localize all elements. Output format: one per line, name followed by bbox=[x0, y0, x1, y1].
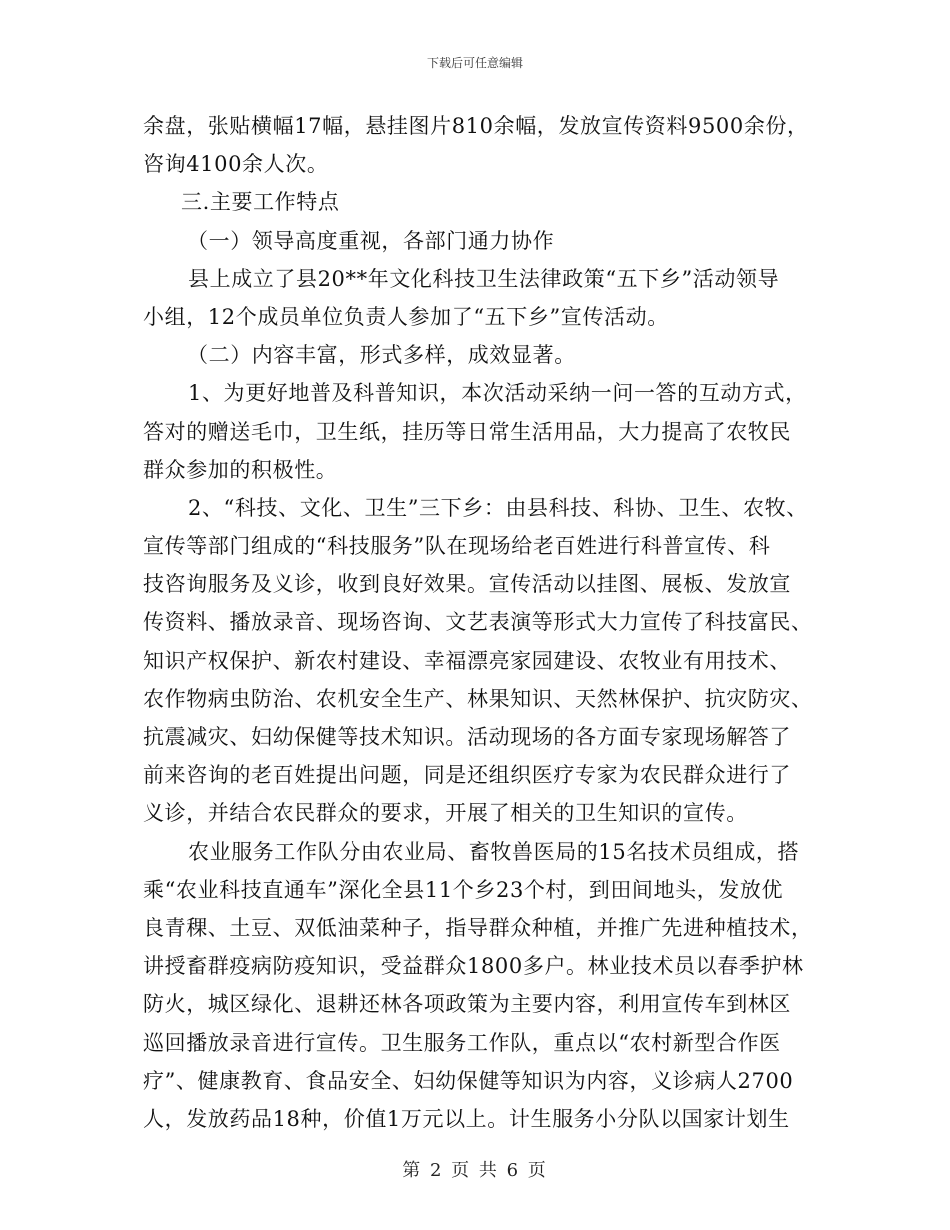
text-line: 三.主要工作特点 bbox=[181, 190, 340, 215]
text-line: 咨询4100余人次。 bbox=[143, 152, 329, 177]
text-line: 县上成立了县20**年文化科技卫生法律政策“五下乡”活动领导 bbox=[188, 266, 780, 291]
document-body bbox=[143, 107, 833, 1138]
text-line: 农业服务工作队分由农业局、畜牧兽医局的15名技术员组成，搭 bbox=[188, 839, 800, 864]
text-line: 抗震减灾、妇幼保健等技术知识。活动现场的各方面专家现场解答了 bbox=[143, 725, 791, 749]
text-line: 余盘，张贴横幅17幅，悬挂图片810余幅，发放宣传资料9500余份， bbox=[143, 114, 809, 138]
page-header-note: 下载后可任意编辑 bbox=[426, 56, 523, 70]
text-line: 防火，城区绿化、退耕还林各项政策为主要内容，利用宣传车到林区 bbox=[143, 992, 791, 1017]
page-number: 第 2 页 共 6 页 bbox=[402, 1160, 548, 1181]
text-line: 传资料、播放录音、现场咨询、文艺表演等形式大力宣传了科技富民、 bbox=[143, 610, 813, 635]
text-line: 群众参加的积极性。 bbox=[143, 457, 338, 482]
text-line: 小组，12个成员单位负责人参加了“五下乡”宣传活动。 bbox=[143, 304, 669, 329]
text-line: 讲授畜群疫病防疫知识，受益群众1800多户。林业技术员以春季护林 bbox=[143, 954, 804, 979]
text-line: 知识产权保护、新农村建设、幸福漂亮家园建设、农牧业有用技术、 bbox=[143, 648, 791, 673]
text-line: （一）领导高度重视，各部门通力协作 bbox=[187, 228, 555, 253]
text-line: 2、“科技、文化、卫生”三下乡：由县科技、科协、卫生、农牧、 bbox=[188, 495, 808, 520]
text-line: 1、为更好地普及科普知识，本次活动采纳一问一答的互动方式， bbox=[188, 381, 807, 406]
text-line: 答对的赠送毛巾，卫生纸，挂历等日常生活用品，大力提高了农牧民 bbox=[143, 419, 791, 444]
text-line: 宣传等部门组成的“科技服务”队在现场给老百姓进行科普宣传、科 bbox=[143, 534, 771, 559]
text-line: 农作物病虫防治、农机安全生产、林果知识、天然林保护、抗灾防灾、 bbox=[143, 686, 813, 711]
text-line: 疗”、健康教育、食品安全、妇幼保健等知识为内容，义诊病人2700 bbox=[143, 1068, 794, 1093]
text-line: 人，发放药品18种，价值1万元以上。计生服务小分队以国家计划生 bbox=[143, 1106, 790, 1131]
text-line: 技咨询服务及义诊，收到良好效果。宣传活动以挂图、展板、发放宣 bbox=[143, 572, 791, 597]
text-line: 乘“农业科技直通车”深化全县11个乡23个村，到田间地头，发放优 bbox=[143, 877, 784, 902]
text-line: 前来咨询的老百姓提出问题，同是还组织医疗专家为农民群众进行了 bbox=[143, 763, 791, 788]
text-line: 巡回播放录音进行宣传。卫生服务工作队，重点以“农村新型合作医 bbox=[143, 1030, 781, 1055]
text-line: 良青稞、土豆、双低油菜种子，指导群众种植，并推广先进种植技术， bbox=[143, 915, 813, 940]
text-line: 义诊，并结合农民群众的要求，开展了相关的卫生知识的宣传。 bbox=[143, 801, 748, 826]
text-line: （二）内容丰富，形式多样，成效显著。 bbox=[187, 343, 576, 368]
